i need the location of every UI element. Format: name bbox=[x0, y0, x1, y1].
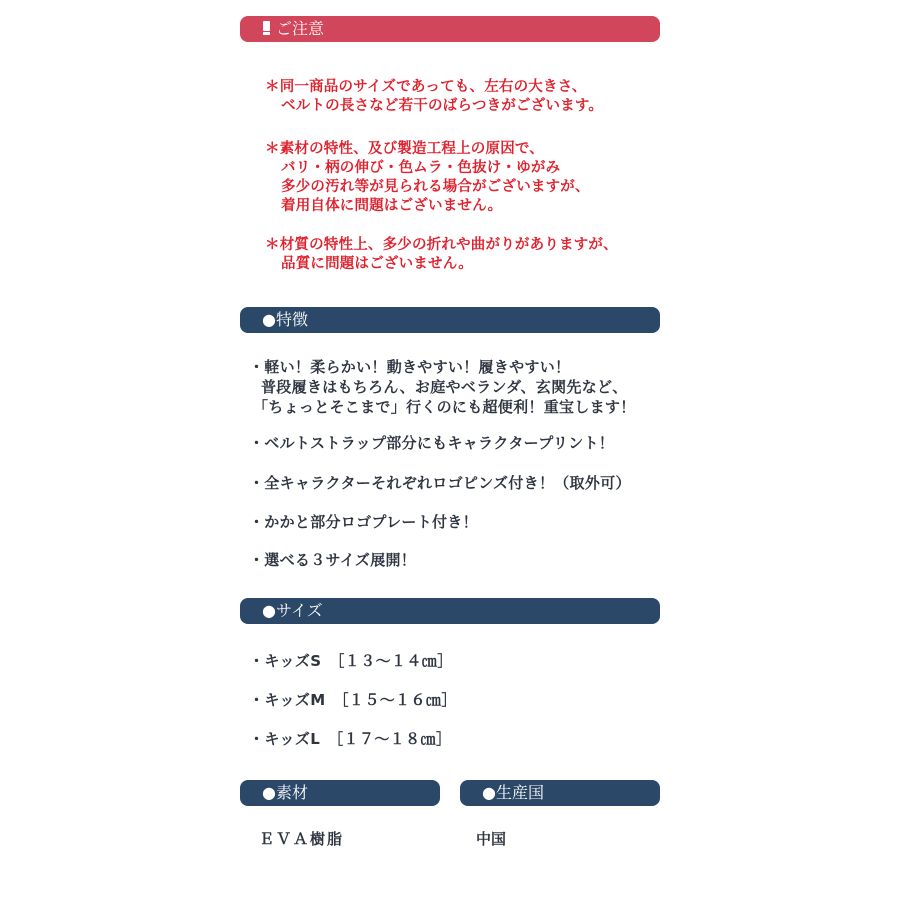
caution-line: ベルトの長さなど若干のばらつきがございます。 bbox=[281, 98, 604, 114]
feature-item-5 bbox=[249, 550, 416, 570]
feature-line: 「ちょっとそこまで」行くのにも超便利！重宝します！ bbox=[253, 398, 636, 416]
sizes-header bbox=[240, 598, 660, 624]
caution-item-2 bbox=[265, 140, 590, 216]
feature-item-2 bbox=[249, 433, 614, 453]
caution-line: ＊同一商品のサイズであっても、左右の大きさ、 bbox=[265, 79, 587, 95]
origin-value: 中国 bbox=[476, 830, 507, 848]
features-header bbox=[240, 307, 660, 333]
feature-line: ・全キャラクターそれぞれロゴピンズ付き！（取外可） bbox=[249, 474, 631, 492]
exclamation-icon bbox=[262, 21, 271, 36]
origin-header bbox=[460, 780, 660, 806]
caution-item-3 bbox=[265, 236, 618, 274]
feature-line: ・選べる３サイズ展開！ bbox=[249, 551, 417, 569]
caution-header bbox=[240, 16, 660, 42]
caution-line: 着用自体に問題はございません。 bbox=[281, 198, 503, 214]
size-item-s: ・キッズS ［１３～１４㎝］ bbox=[249, 652, 453, 670]
feature-item-1 bbox=[249, 357, 636, 417]
size-item-l: ・キッズL ［１７～１８㎝］ bbox=[249, 730, 452, 748]
size-item-m: ・キッズM ［１５～１６㎝］ bbox=[249, 691, 457, 709]
material-header bbox=[240, 780, 440, 806]
caution-line: バリ・柄の伸び・色ムラ・色抜け・ゆがみ bbox=[281, 160, 561, 176]
feature-item-3 bbox=[249, 473, 631, 493]
feature-line: ・軽い！柔らかい！動きやすい！履きやすい！ bbox=[249, 358, 571, 376]
features-header-label: ●特徴 bbox=[262, 310, 308, 329]
sizes-header-label: ●サイズ bbox=[262, 601, 323, 620]
caution-line: 品質に問題はございません。 bbox=[281, 256, 473, 272]
origin-header-label: ●生産国 bbox=[482, 783, 544, 802]
caution-line: 多少の汚れ等が見られる場合がございますが、 bbox=[281, 179, 590, 195]
feature-line: ・ベルトストラップ部分にもキャラクタープリント！ bbox=[249, 434, 615, 452]
feature-line: ・かかと部分ロゴプレート付き！ bbox=[249, 513, 478, 531]
caution-header-label: ご注意 bbox=[276, 19, 325, 38]
material-value: ＥＶＡ樹脂 bbox=[259, 830, 345, 848]
caution-line: ＊素材の特性、及び製造工程上の原因で、 bbox=[265, 141, 545, 157]
caution-item-1 bbox=[265, 78, 603, 116]
material-header-label: ●素材 bbox=[262, 783, 308, 802]
caution-line: ＊材質の特性上、多少の折れや曲がりがありますが、 bbox=[265, 237, 618, 253]
feature-item-4 bbox=[249, 512, 478, 532]
feature-line: 普段履きはもちろん、お庭やベランダ、玄関先など、 bbox=[261, 378, 628, 396]
